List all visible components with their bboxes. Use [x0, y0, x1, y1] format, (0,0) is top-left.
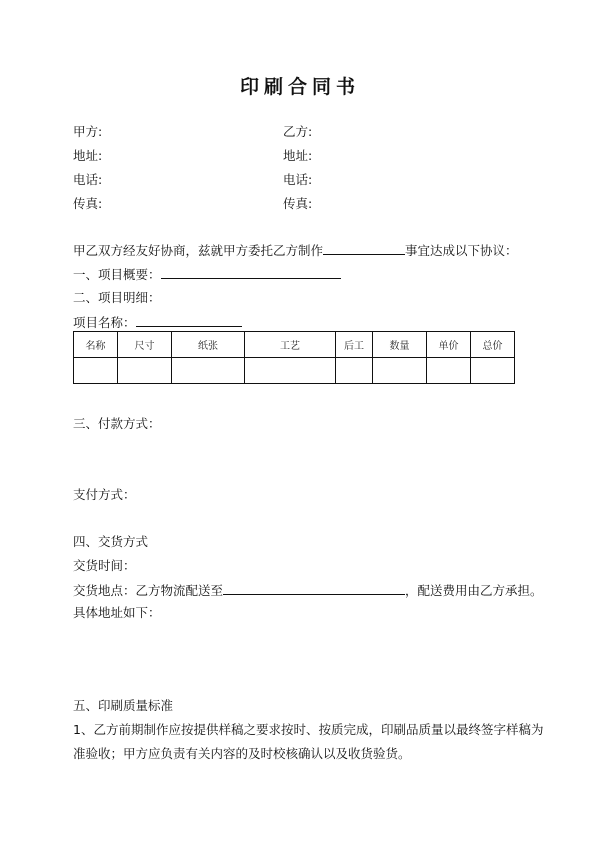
- project-name-label: 项目名称：: [73, 315, 136, 330]
- section-1-heading: 一、项目概要：: [73, 267, 161, 282]
- cell-process[interactable]: [245, 358, 336, 384]
- cell-paper[interactable]: [172, 358, 245, 384]
- project-summary-blank[interactable]: [161, 266, 341, 279]
- table-row: [74, 358, 515, 384]
- cell-finishing[interactable]: [336, 358, 373, 384]
- party-b-phone-label: 电话:: [283, 172, 313, 187]
- delivery-place-line: [73, 582, 543, 599]
- delivery-place-before: 交货地点：乙方物流配送至: [73, 583, 224, 598]
- table-header-row: [74, 332, 515, 358]
- header-process: 工艺: [245, 332, 336, 358]
- clause-1-line-2: 准验收；甲方应负责有关内容的及时校核确认以及收货验货。: [73, 746, 411, 761]
- section-5-heading: 五、印刷质量标准: [73, 698, 174, 713]
- intro-blank[interactable]: [323, 242, 405, 255]
- delivery-place-blank[interactable]: [223, 582, 405, 595]
- payment-method-label: 支付方式：: [73, 487, 136, 502]
- intro-line: [73, 242, 518, 259]
- header-quantity: 数量: [373, 332, 427, 358]
- header-total-price: 总价: [471, 332, 515, 358]
- party-a-address-label: 地址:: [73, 148, 103, 163]
- delivery-place-after: ，配送费用由乙方承担。: [405, 583, 543, 598]
- intro-text-after: 事宜达成以下协议：: [405, 243, 518, 258]
- party-b-fax-label: 传真:: [283, 196, 313, 211]
- cell-quantity[interactable]: [373, 358, 427, 384]
- intro-text-before: 甲乙双方经友好协商，兹就甲方委托乙方制作: [73, 243, 324, 258]
- cell-name[interactable]: [74, 358, 118, 384]
- header-size: 尺寸: [118, 332, 172, 358]
- header-unit-price: 单价: [427, 332, 471, 358]
- party-b-address-label: 地址:: [283, 148, 313, 163]
- section-1-line: [73, 266, 341, 283]
- party-b-label: 乙方:: [283, 124, 313, 139]
- project-name-blank[interactable]: [136, 314, 242, 327]
- party-a-fax-label: 传真:: [73, 196, 103, 211]
- delivery-time-label: 交货时间：: [73, 558, 136, 573]
- section-2-heading: 二、项目明细：: [73, 290, 161, 305]
- project-name-line: [73, 314, 242, 331]
- party-a-label: 甲方:: [73, 124, 103, 139]
- cell-size[interactable]: [118, 358, 172, 384]
- cell-total-price[interactable]: [471, 358, 515, 384]
- items-table: [73, 331, 515, 384]
- header-paper: 纸张: [172, 332, 245, 358]
- section-4-heading: 四、交货方式: [73, 534, 149, 549]
- section-3-heading: 三、付款方式：: [73, 416, 161, 431]
- party-a-phone-label: 电话:: [73, 172, 103, 187]
- header-name: 名称: [74, 332, 118, 358]
- header-finishing: 后工: [336, 332, 373, 358]
- cell-unit-price[interactable]: [427, 358, 471, 384]
- clause-1-line-1: 1、乙方前期制作应按提供样稿之要求按时、按质完成，印刷品质量以最终签字样稿为: [73, 722, 544, 737]
- page-title: 印刷合同书: [239, 76, 360, 98]
- specific-address-label: 具体地址如下：: [73, 605, 161, 620]
